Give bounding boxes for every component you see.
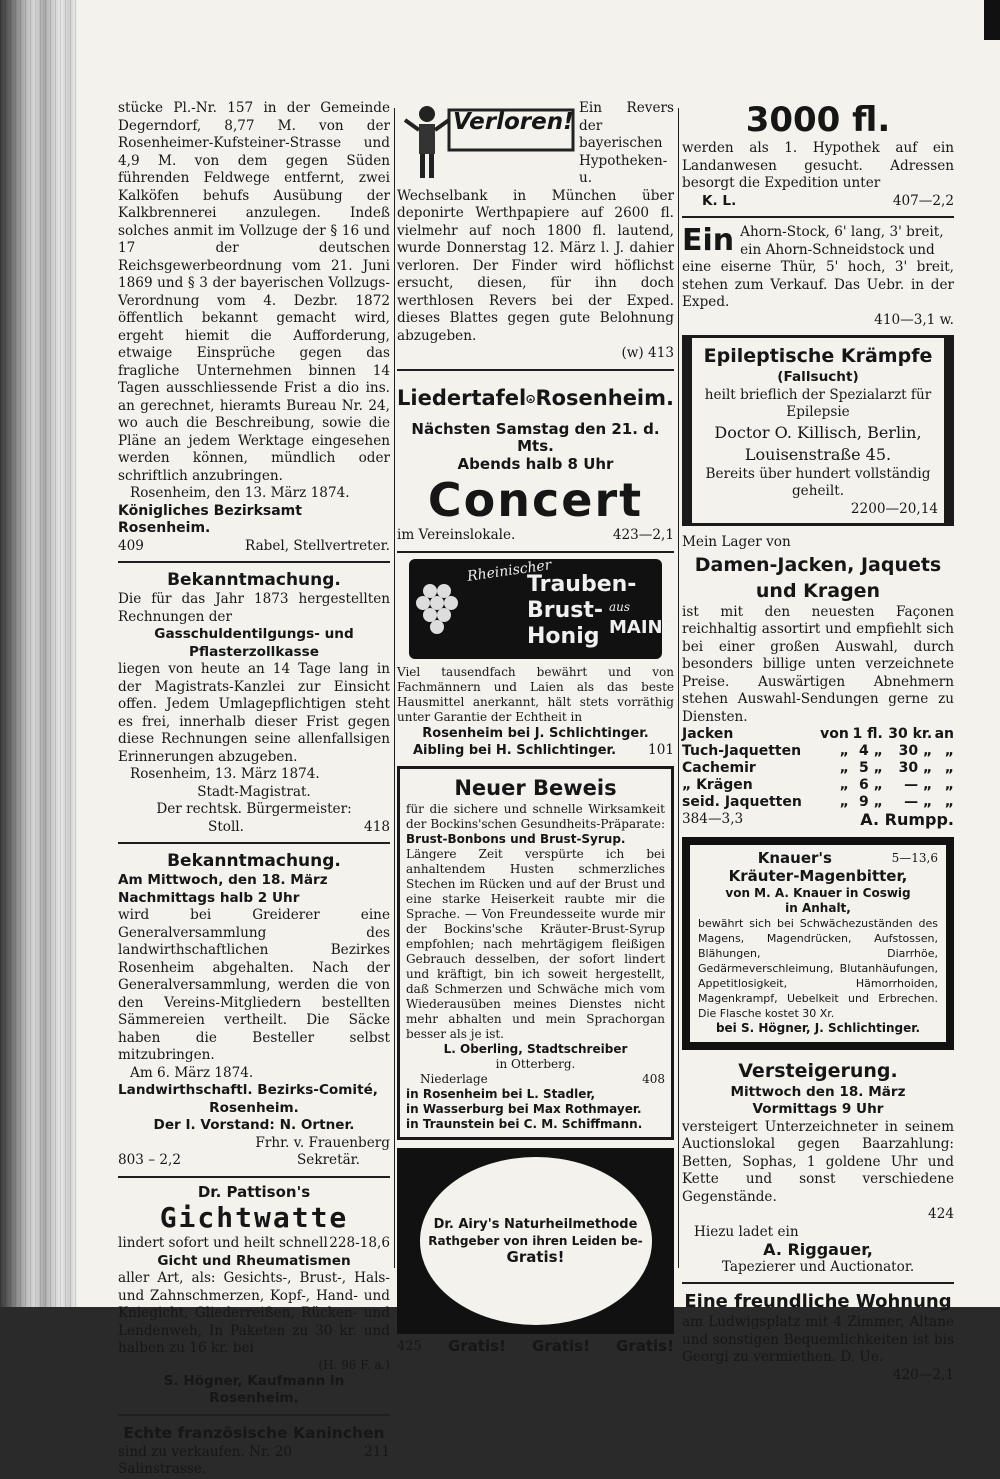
divider (397, 551, 674, 553)
liedertafel-line-2: Abends halb 8 Uhr (457, 454, 614, 473)
magenbitter-brand: Knauer's (757, 848, 832, 867)
column-rule-left (394, 108, 395, 1268)
beweis-signer: L. Oberling, Stadtschreiber (443, 1041, 628, 1056)
ahorn-line-1: Ahorn-Stock, 6' lang, 3' breit, (740, 224, 944, 240)
magenbitter-text: bewährt sich bei Schwächezuständen des Magens, Magendrücken, Aufstossen, Blähungen, Diarrhöe, Gedärmeverschleimung, Blutanhäufungen, Appetitlosigkeit, Hämorrhoiden, Magenkrampf, Uebelkeit und Erbrechen. Die Flasche kostet 30 Xr. (698, 916, 938, 1020)
gichtwatte-seller: S. Högner, Kaufmann in Rosenheim. (163, 1372, 345, 1406)
magenbitter-seller: bei S. Högner, J. Schlichtinger. (715, 1020, 921, 1035)
magenbitter-place: in Anhalt, (785, 900, 851, 915)
magenbitter-title: Kräuter-Magenbitter, (728, 866, 908, 885)
price-cell-c: „ (944, 794, 954, 810)
divider (118, 1176, 390, 1178)
traubenhonig-word-2: Brust- (527, 597, 604, 623)
ad-kaninchen (118, 1422, 390, 1479)
liedertafel-left: Liedertafel (397, 385, 527, 410)
verloren-illustration (397, 100, 575, 182)
naturheilmethode-line-3: Gratis! (506, 1247, 565, 1266)
ad-kalkofen (118, 100, 390, 555)
price-cell-a: 4 „ (859, 743, 883, 759)
hypothek-number: 407—2,2 (892, 192, 954, 209)
ahorn-line-2: ein Ahorn-Schneidstock und (740, 241, 935, 258)
price-row (682, 777, 954, 794)
traubenhonig-text: Viel tausendfach bewährt und von Fachmännern und Laien als das beste Hausmittel anerkannt, hält stets vorräthig unter Garantie der Echtheit in (397, 664, 674, 724)
gasschulden-title: Bekanntmachung. (167, 570, 341, 590)
versammlung-org: Landwirthschaftl. Bezirks-Comité, (118, 1082, 378, 1098)
ad-neuer-beweis (397, 766, 674, 1140)
versammlung-secretary-title: Sekretär. (296, 1152, 360, 1168)
kalkofen-signer: Rabel, Stellvertreter. (245, 537, 390, 554)
ad-gasschulden (118, 569, 390, 836)
gasschulden-fund-1: Gasschuldentilgungs- und (154, 626, 354, 642)
grapes-icon (415, 579, 465, 639)
verloren-number: (w) 413 (621, 345, 674, 361)
kalkofen-text: stücke Pl.-Nr. 157 in der Gemeinde Degerndorf, 8,77 M. von der Rosenheimer-Kufsteiner-Strasse und 4,9 M. von dem gegen Süden führenden Feldwege entfernt, zwei Kalköfen behufs Ausübung der Kalkbrennerei anzulegen. Indeß solches anmit im Vollzuge der § 16 und 17 der deutschen Reichsgewerbeordnung vom 21. Juni 1869 und § 3 der bayerischen Vollzugs-Verordnung vom 4. Dezbr. 1872 öffentlich bekannt gemacht wird, ergeht hiemit die Aufforderung, etwaige Einsprüche gegen das fragliche Unternehmen binnen 14 Tagen ausschliessende Frist a dio ins. an gerechnet, hieramts Bureau Nr. 24, wo auch die Beschreibung, sowie die Pläne an jedem Werktage eingesehen werden können, mündlich oder schriftlich anzubringen. (118, 100, 390, 484)
price-cell-pre: „ (839, 777, 849, 793)
ahorn-text: eine eiserne Thür, 5' hoch, 3' breit, stehen zum Verkauf. Das Uebr. in der Exped. (682, 259, 954, 310)
wohnung-text: am Ludwigsplatz mit 4 Zimmer, Altane und sonstigen Bequemlichkeiten ist bis Georgi zu vermiethen. D. Ue. (682, 1314, 954, 1365)
ad-magenbitter (682, 837, 954, 1050)
price-cell-b: — „ (904, 794, 933, 810)
price-row (682, 743, 954, 760)
beweis-signer-place: in Otterberg. (495, 1056, 576, 1071)
ad-verloren (397, 100, 674, 363)
price-cell-c: an (934, 726, 954, 742)
beweis-title: Neuer Beweis (454, 775, 617, 800)
wohnung-title: Eine freundliche Wohnung (684, 1291, 952, 1312)
traubenhonig-aus: aus (609, 599, 631, 614)
gichtwatte-text: aller Art, als: Gesichts-, Brust-, Hals- und Zahnschmerzen, Kopf-, Hand- und Kniegicht, Gliederreißen, Rücken- und Lendenweh, In Paketen zu 30 kr. und halben zu 16 kr. bei (118, 1270, 390, 1356)
gratis-label-1: Gratis! (447, 1336, 506, 1355)
versammlung-title: Bekanntmachung. (167, 851, 341, 871)
column-3 (682, 100, 954, 1384)
divider (397, 369, 674, 371)
versammlung-text: wird bei Greiderer eine Generalversammlung des landwirthschaftlichen Bezirkes Rosenheim abgehalten. Nach der Generalversammlung, werden die von den Vereins-Mitgliedern bestellten Sämmereien vertheilt. Die Säcke haben die Besteller selbst mitzubringen. (118, 907, 390, 1063)
price-row (682, 760, 954, 777)
ad-gichtwatte (118, 1184, 390, 1408)
traubenhonig-seller-2: Aibling bei H. Schlichtinger. (413, 743, 617, 758)
gasschulden-number: 418 (364, 818, 390, 835)
ad-ahorn (682, 224, 954, 329)
ad-hypothek (682, 100, 954, 210)
column-1 (118, 100, 390, 1479)
kaninchen-number: 211 (364, 1443, 390, 1460)
naturheilmethode-oval (420, 1157, 652, 1325)
price-row (682, 794, 954, 811)
beweis-seller-1: in Rosenheim bei L. Stadler, (406, 1086, 596, 1101)
price-cell-c: „ (944, 777, 954, 793)
gasschulden-office: Stadt-Magistrat. (197, 783, 311, 800)
ad-traubenhonig (397, 556, 676, 760)
gichtwatte-line-1: lindert sofort und heilt schnell (118, 1235, 328, 1251)
epilepsie-title: Epileptische Krämpfe (703, 345, 933, 367)
scan-corner-shadow (984, 0, 1000, 40)
lyre-emblem-icon (526, 377, 535, 421)
versteigerung-name: A. Riggauer, (763, 1240, 873, 1259)
verloren-banner: Verloren! (453, 109, 574, 135)
column-rule-right (678, 108, 679, 1268)
magenbitter-maker: von M. A. Knauer in Coswig (725, 885, 911, 900)
price-cell-pre: „ (839, 794, 849, 810)
price-cell-a: 6 „ (859, 777, 883, 793)
beweis-text-1: für die sichere und schnelle Wirksamkeit der Bockins'schen Gesundheits-Präparate: (406, 801, 665, 831)
price-cell-a: 1 fl. (852, 726, 883, 742)
naturheilmethode-number: 425 (397, 1338, 422, 1354)
price-cell-pre: „ (839, 760, 849, 776)
price-cell-b: 30 „ (898, 760, 933, 776)
kalkofen-date: Rosenheim, den 13. März 1874. (130, 485, 350, 501)
gichtwatte-brand: Dr. Pattison's (197, 1182, 311, 1201)
traubenhonig-banner (409, 556, 676, 659)
traubenhonig-word-1: Trauben- (527, 571, 637, 597)
divider (118, 561, 390, 563)
divider (682, 1282, 954, 1284)
gichtwatte-title: Gichtwatte (159, 1201, 349, 1234)
epilepsie-text: heilt brieflich der Spezialarzt für Epilepsie (704, 386, 932, 420)
versteigerung-invite: Hiezu ladet ein (694, 1223, 799, 1240)
beweis-seller-2: in Wasserburg bei Max Rothmayer. (406, 1101, 642, 1116)
price-cell-item: Cachemir (682, 760, 756, 776)
kalkofen-office: Königliches Bezirksamt Rosenheim. (118, 502, 302, 536)
liedertafel-number: 423—2,1 (612, 527, 674, 543)
hypothek-title: 3000 fl. (745, 100, 891, 140)
traubenhonig-number: 101 (648, 742, 674, 758)
price-cell-c: „ (944, 743, 954, 759)
column-2 (397, 100, 674, 1355)
ad-naturheilmethode (397, 1148, 674, 1356)
versteigerung-date: Mittwoch den 18. März (730, 1083, 906, 1100)
epilepsie-subtitle: (Fallsucht) (777, 369, 859, 385)
gichtwatte-line-2: Gicht und Rheumatismen (157, 1252, 351, 1269)
price-cell-c: „ (944, 760, 954, 776)
naturheilmethode-line-2: Rathgeber von ihren Leiden be- (428, 1233, 643, 1248)
ad-generalversammlung (118, 850, 390, 1170)
versammlung-time-line: Nachmittags halb 2 Uhr (118, 889, 300, 906)
price-cell-b: 30 kr. (888, 726, 933, 742)
jacken-number: 384—3,3 (682, 811, 744, 827)
gasschulden-text-1: Die für das Jahr 1873 hergestellten Rechnungen der (118, 591, 390, 625)
ad-wohnung (682, 1290, 954, 1384)
versteigerung-title: Versteigerung. (738, 1059, 898, 1082)
price-cell-pre: von (820, 726, 849, 742)
traubenhonig-city: MAINZ (609, 616, 676, 638)
versteigerung-text: versteigert Unterzeichneter in seinem Auctionslokal gegen Baarzahlung: Betten, Sophas, 1 goldene Uhr und Kette und sonst verschiedene Gegenstände. (682, 1118, 954, 1205)
price-row (682, 726, 954, 743)
versteigerung-number: 424 (928, 1206, 954, 1222)
gasschulden-mayor: Der rechtsk. Bürgermeister: (156, 801, 352, 817)
kalkofen-number: 409 (118, 537, 144, 554)
hypothek-text: werden als 1. Hypothek auf ein Landanwesen gesucht. Adressen besorgt die Expedition unter (682, 140, 954, 191)
beweis-number: 408 (642, 1071, 665, 1086)
gasschulden-date: Rosenheim, 13. März 1874. (130, 766, 320, 782)
kaninchen-title: Echte französische Kaninchen (123, 1423, 385, 1442)
price-cell-b: — „ (904, 777, 933, 793)
beweis-text-2: Längere Zeit verspürte ich bei anhaltendem Husten schmerzliches Stechen im Rücken und auf der Brust und eine starke Heiserkeit raubte mir die Sprache. — Von Freundesseite wurde mir der Bockins'sche Kräuter-Brust-Syrup empfohlen; nach mehrtägigem fleißigen Gebrauch desselben, der sofort lindert und kräftigt, bin ich soweit hergestellt, daß Schmerzen und Schwäche mich vom Wiederausüben meines Dienstes nicht mehr abhalten und mein Sprachorgan besser als je ist. (406, 846, 665, 1041)
versammlung-chair: Der I. Vorstand: N. Ortner. (153, 1117, 355, 1133)
gasschulden-fund-2: Pflasterzollkasse (189, 643, 319, 660)
traubenhonig-seller-1: Rosenheim bei J. Schlichtinger. (422, 725, 649, 741)
gasschulden-text-2: liegen von heute an 14 Tage lang in der Magistrats-Kanzlei zur Einsicht offen. Jedem Umlagepflichtigen steht es frei, innerhalb dieser Frist gegen diese Rechnungen seine allenfallsigen Erinnerungen abzugeben. (118, 661, 390, 765)
magenbitter-code: 5—13,6 (891, 850, 938, 865)
kaninchen-text: sind zu verkaufen. Nr. 20 Salinstrasse. (118, 1443, 292, 1477)
beweis-products: Brust-Bonbons und Brust-Syrup. (406, 831, 626, 846)
divider (118, 1414, 390, 1416)
traubenhonig-side: Rheinischer (466, 556, 553, 585)
verloren-text: Ein Revers der bayerischen Hypotheken- u. Wechselbank in München über deponirte Werthpapiere auf 2600 fl. vielmehr auf noch 1800 fl. lautend, wurde Donnerstag 12. März l. J. dahier verloren. Der Finder wird höflichst ersucht, diesen, für ihn doch werthlosen Revers bei der Exped. dieses Blattes gegen gute Belohnung abzugeben. (397, 100, 674, 344)
liedertafel-right: Rosenheim. (535, 385, 674, 410)
beweis-seller-3: in Traunstein bei C. M. Schiffmann. (406, 1116, 643, 1131)
gasschulden-name: Stoll. (208, 818, 244, 835)
versammlung-date-line: Am Mittwoch, den 18. März (118, 872, 328, 888)
ad-damen-jacken (682, 534, 954, 829)
versammlung-place: Rosenheim. (209, 1099, 299, 1116)
price-cell-a: 5 „ (859, 760, 883, 776)
jacken-price-table (682, 726, 954, 811)
magenbitter-panel (690, 845, 946, 1042)
beweis-label: Niederlage (420, 1071, 488, 1086)
epilepsie-address: Louisenstraße 45. (744, 444, 892, 464)
epilepsie-footer: Bereits über hundert vollständig geheilt. (705, 465, 931, 499)
versammlung-date: Am 6. März 1874. (130, 1064, 254, 1081)
jacken-title-1: Damen-Jacken, Jaquets (694, 553, 942, 576)
versammlung-secretary: Frhr. v. Frauenberg (255, 1134, 390, 1151)
concert-title: Concert (427, 473, 644, 527)
versammlung-number: 803 – 2,2 (118, 1152, 182, 1168)
jacken-intro: Mein Lager von (682, 534, 791, 550)
gratis-label-2: Gratis! (532, 1336, 590, 1355)
versteigerung-role: Tapezierer und Auctionator. (721, 1258, 915, 1275)
gichtwatte-ref: (H. 96 F. a.) (318, 1357, 390, 1372)
liedertafel-venue: im Vereinslokale. (397, 527, 516, 543)
price-cell-a: 9 „ (859, 794, 883, 810)
liedertafel-line-1: Nächsten Samstag den 21. d. Mts. (411, 419, 660, 455)
ad-versteigerung (682, 1058, 954, 1277)
gichtwatte-code: 228-18,6 (329, 1235, 390, 1251)
price-cell-item: Tuch-Jaquetten (682, 743, 802, 759)
price-cell-pre: „ (839, 743, 849, 759)
jacken-seller: A. Rumpp. (860, 810, 954, 829)
price-cell-item: Jacken (682, 726, 734, 742)
hypothek-code: K. L. (702, 192, 737, 209)
epilepsie-doctor: Doctor O. Killisch, Berlin, (714, 422, 922, 442)
ad-liedertafel (397, 377, 674, 545)
jacken-title-2: und Kragen (755, 579, 881, 602)
price-cell-item: seid. Jaquetten (682, 794, 802, 810)
naturheilmethode-line-1: Dr. Airy's Naturheilmethode (433, 1216, 638, 1232)
gratis-label-3: Gratis! (616, 1336, 674, 1355)
wohnung-number: 420—2,1 (892, 1366, 954, 1383)
price-cell-b: 30 „ (898, 743, 933, 759)
versteigerung-time: Vormittags 9 Uhr (752, 1101, 884, 1117)
jacken-text: ist mit den neuesten Façonen reichhaltig assortirt und empfiehlt sich bei einer großen Auswahl, durch besonders billige unten verzeichnete Preise. Auswärtigen Abnehmern stehen Auswahl-Sendungen gerne zu Diensten. (682, 603, 954, 725)
ad-epilepsie (682, 335, 954, 526)
book-binding-edge (0, 0, 78, 1307)
ahorn-initial: Ein (682, 223, 735, 258)
divider (682, 216, 954, 218)
divider (118, 842, 390, 844)
price-cell-item: „ Krägen (682, 777, 753, 793)
traubenhonig-word-3: Honig (527, 623, 600, 649)
naturheilmethode-banner (397, 1148, 674, 1334)
epilepsie-number: 2200—20,14 (850, 500, 938, 517)
ahorn-number: 410—3,1 w. (874, 311, 954, 328)
